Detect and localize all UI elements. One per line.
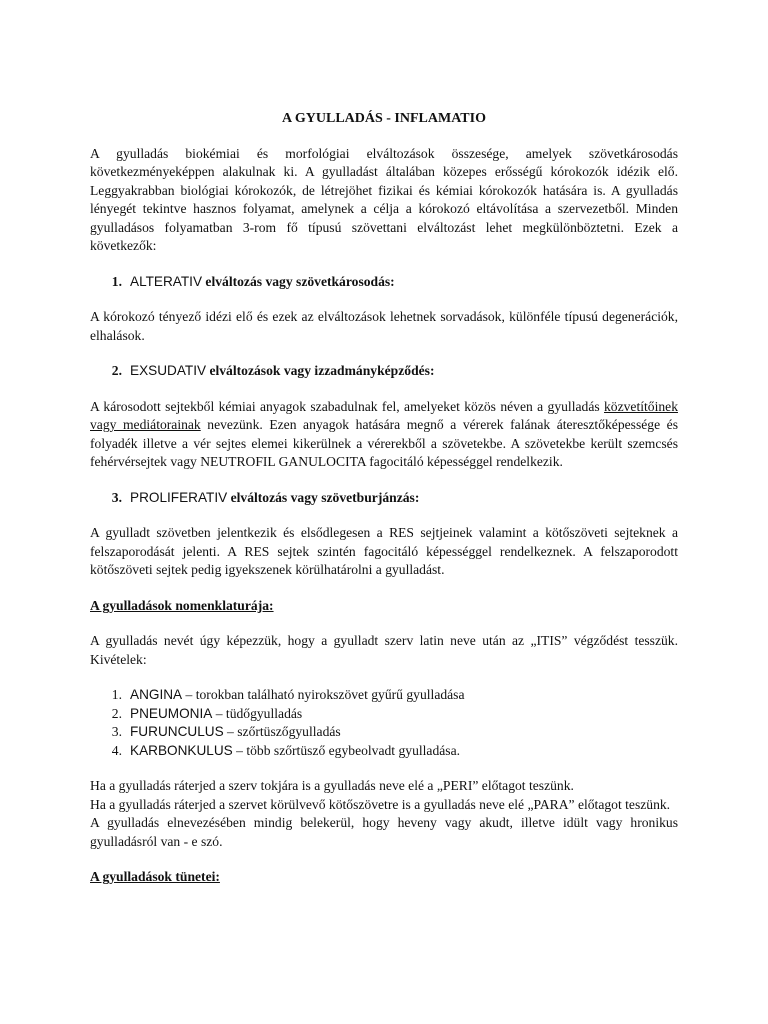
section-heading-text (130, 489, 419, 508)
section-heading-rest: elváltozás vagy szövetburjánzás: (227, 489, 420, 505)
nomenclature-paragraph: A gyulladás nevét úgy képezzük, hogy a gyulladt szerv latin neve után az „ITIS” végződést tesszük. Kivételek: (90, 633, 678, 667)
document-page (90, 110, 678, 904)
list-item (90, 705, 678, 724)
section-number: 3. (111, 489, 122, 505)
section-heading-caps: ALTERATIV (130, 273, 203, 289)
peri-paragraph: Ha a gyulladás ráterjed a szerv tokjára is a gyulladás neve elé a „PERI” előtagot teszünk. (90, 778, 574, 793)
exceptions-list (90, 686, 678, 760)
list-item (90, 742, 678, 761)
list-item-text: – szőrtüszőgyulladás (223, 724, 341, 739)
list-item-number: 4. (111, 742, 122, 758)
section-number: 1. (111, 273, 122, 289)
section-heading-caps: EXSUDATIV (130, 363, 207, 378)
body-text-part-a: A károsodott sejtekből kémiai anyagok szabadulnak fel, amelyeket közös néven a gyulladás (90, 398, 604, 414)
body-text-part-b: nevezünk. Ezen anyagok hatására megnő a vérerek falának áteresztőképessége és folyadék illetve a vér sejtes elemei kikerülnek a vérerekből a szövetekbe. A szövetekbe került szemcsés fehérvérsejtek vagy NEUTROFIL GANULOCITA fagocitáló képességgel rendelkezik. (90, 417, 678, 469)
document-title: A GYULLADÁS - INFLAMATIO (282, 111, 486, 126)
list-item-text: – több szőrtüsző egybeolvadt gyulladása. (232, 742, 461, 758)
list-item-text: – torokban található nyirokszövet gyűrű gyulladása (182, 687, 465, 702)
section-heading-text (130, 362, 435, 381)
section-heading-alterativ (90, 273, 678, 292)
list-item-term: FURUNCULUS (130, 724, 224, 739)
section-heading-caps: PROLIFERATIV (130, 489, 228, 505)
nomenclature-heading: A gyulladások nomenklaturája: (90, 597, 274, 613)
list-item-term: ANGINA (130, 687, 183, 702)
section-heading-exsudativ (90, 362, 678, 381)
para-paragraph: Ha a gyulladás ráterjed a szervet körülvevő kötőszövetre is a gyulladás neve elé „PARA” előtagot teszünk. (90, 796, 671, 812)
section-heading-rest: elváltozás vagy szövetkárosodás: (202, 273, 395, 289)
section-heading-proliferativ (90, 489, 678, 508)
section-body-proliferativ: A gyulladt szövetben jelentkezik és elsődlegesen a RES sejtjeinek valamint a kötőszöveti sejteknek a felszaporodását jelenti. A RES sejtek szintén fagocitáló képességgel rendelkeznek. A felszaporodott kötőszöveti sejtek pedig igyekszenek körülhatárolni a gyulladást. (90, 525, 678, 577)
list-item-term: PNEUMONIA (130, 705, 213, 721)
list-item (90, 686, 678, 705)
section-body-alterativ: A kórokozó tényező idézi elő és ezek az elváltozások lehetnek sorvadások, különféle típusú degenerációk, elhalások. (90, 309, 678, 343)
list-item-number: 3. (111, 724, 122, 739)
intro-paragraph: A gyulladás biokémiai és morfológiai elváltozások összesége, amelyek szövetkárosodás következményeképpen alakulnak ki. A gyulladást általában közepes erősségű kórokozók idézik elő. Leggyakrabban biológiai kórokozók, de létrejöhet fizikai és kémiai kórokozók hatására is. A gyulladás lényegét tekintve hasznos folyamat, amelynek a célja a kórokozó eltávolítása a szervezetből. Minden gyulladásos folyamatban 3-rom fő típusú szövettani elváltozást lehet megkülönböztetni. Ezek a következők: (90, 145, 678, 253)
section-heading-rest: elváltozások vagy izzadmányképződés: (206, 363, 435, 378)
chronic-paragraph: A gyulladás elnevezésében mindig belekerül, hogy heveny vagy akudt, illetve idült vagy hronikus gyulladásról van - e szó. (90, 815, 678, 849)
section-number: 2. (111, 363, 122, 378)
section-heading-text (130, 273, 395, 292)
underlined-term: közvetítőinek vagy mediátorainak (90, 398, 678, 432)
list-item-term: KARBONKULUS (130, 742, 233, 758)
symptoms-heading: A gyulladások tünetei: (90, 869, 220, 884)
list-item-number: 1. (111, 687, 122, 702)
list-item-text: – tüdőgyulladás (212, 705, 303, 721)
section-body-exsudativ (90, 398, 678, 472)
list-item-number: 2. (111, 705, 122, 721)
list-item (90, 723, 678, 742)
